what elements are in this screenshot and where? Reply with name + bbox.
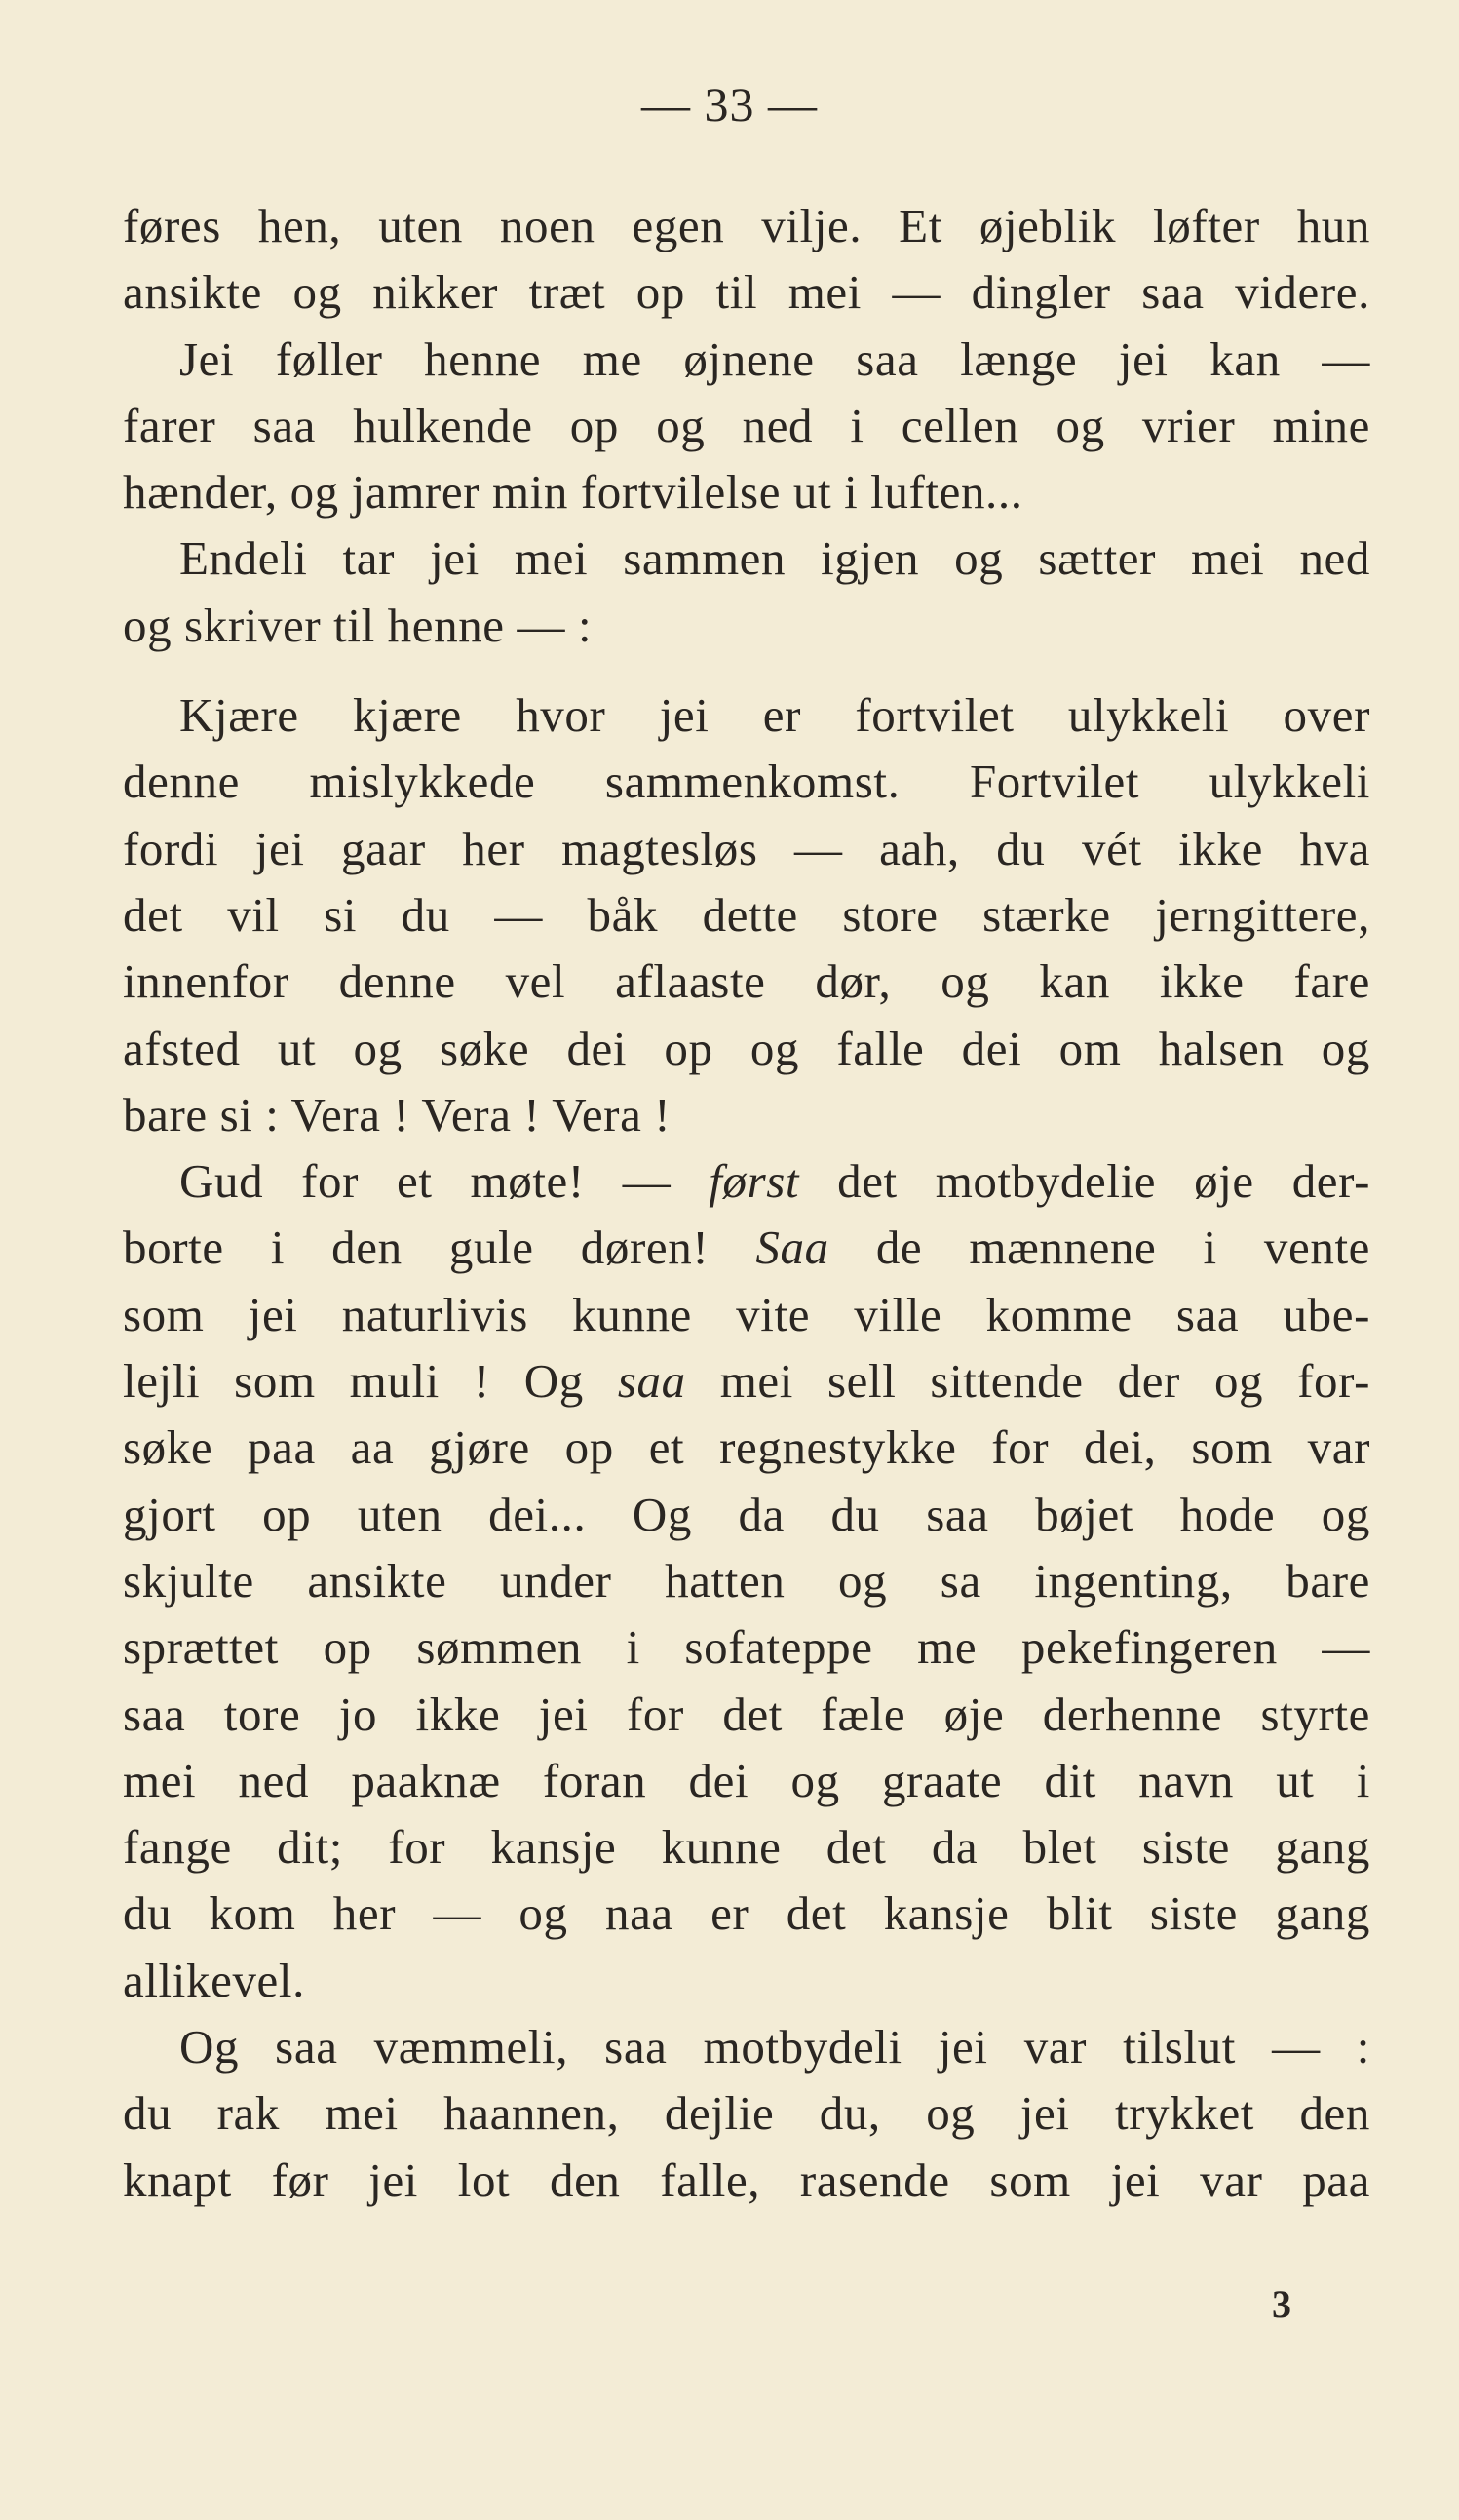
text-line: lejli som muli ! Og saa mei sell sittende der og for-	[123, 1354, 1371, 1409]
text-line: bare si : Vera ! Vera ! Vera !	[123, 1087, 672, 1142]
text-line: søke paa aa gjøre op et regnestykke for dei, som var	[123, 1420, 1370, 1475]
page-number: — 33 —	[641, 77, 818, 132]
text-line: det vil si du — båk dette store stærke jerngittere,	[123, 887, 1370, 942]
text-line: fange dit; for kansje kunne det da blet siste gang	[123, 1820, 1370, 1875]
text-line: innenfor denne vel aflaaste dør, og kan ikke fare	[123, 954, 1370, 1009]
text-line: fordi jei gaar her magtesløs — aah, du vét ikke hva	[123, 821, 1370, 875]
text-line: hænder, og jamrer min fortvilelse ut i luften...	[123, 465, 1023, 520]
text-line: denne mislykkede sammenkomst. Fortvilet ulykkeli	[123, 755, 1370, 809]
text-line: ansikte og nikker træt op til mei — dingler saa videre.	[123, 265, 1370, 320]
text-line: Endeli tar jei mei sammen igjen og sætter mei ned	[179, 531, 1370, 586]
text-line: Kjære kjære hvor jei er fortvilet ulykkeli over	[179, 688, 1370, 743]
text-line: Jei føller henne me øjnene saa længe jei kan —	[179, 331, 1370, 386]
text-line: skjulte ansikte under hatten og sa ingenting, bare	[123, 1553, 1370, 1608]
text-line: knapt før jei lot den falle, rasende som jei var paa	[123, 2152, 1370, 2207]
text-line: mei ned paaknæ foran dei og graate dit navn ut i	[123, 1753, 1370, 1807]
text-line: Og saa væmmeli, saa motbydeli jei var tilslut — :	[179, 2020, 1370, 2074]
text-line: du kom her — og naa er det kansje blit siste gang	[123, 1886, 1370, 1941]
signature-mark: 3	[1272, 2282, 1291, 2326]
text-line: borte i den gule døren! Saa de mænnene i vente	[123, 1221, 1370, 1275]
text-line: føres hen, uten noen egen vilje. Et øjeblik løfter hun	[123, 199, 1370, 252]
text-line: allikevel.	[123, 1953, 305, 2007]
body-text	[123, 193, 1370, 2214]
text-line: som jei naturlivis kunne vite ville komme saa ube-	[123, 1287, 1370, 1341]
text-line: gjort op uten dei... Og da du saa bøjet hode og	[123, 1487, 1370, 1541]
text-line: Gud for et møte! — først det motbydelie øje der-	[179, 1154, 1370, 1209]
text-line: og skriver til henne — :	[123, 598, 593, 652]
text-line: du rak mei haannen, dejlie du, og jei trykket den	[123, 2086, 1370, 2141]
text-line: afsted ut og søke dei op og falle dei om halsen og	[123, 1021, 1370, 1075]
text-line: farer saa hulkende op og ned i cellen og vrier mine	[123, 398, 1370, 452]
text-line: sprættet op sømmen i sofateppe me pekefingeren —	[123, 1620, 1370, 1675]
text-line: saa tore jo ikke jei for det fæle øje derhenne styrte	[123, 1686, 1370, 1741]
